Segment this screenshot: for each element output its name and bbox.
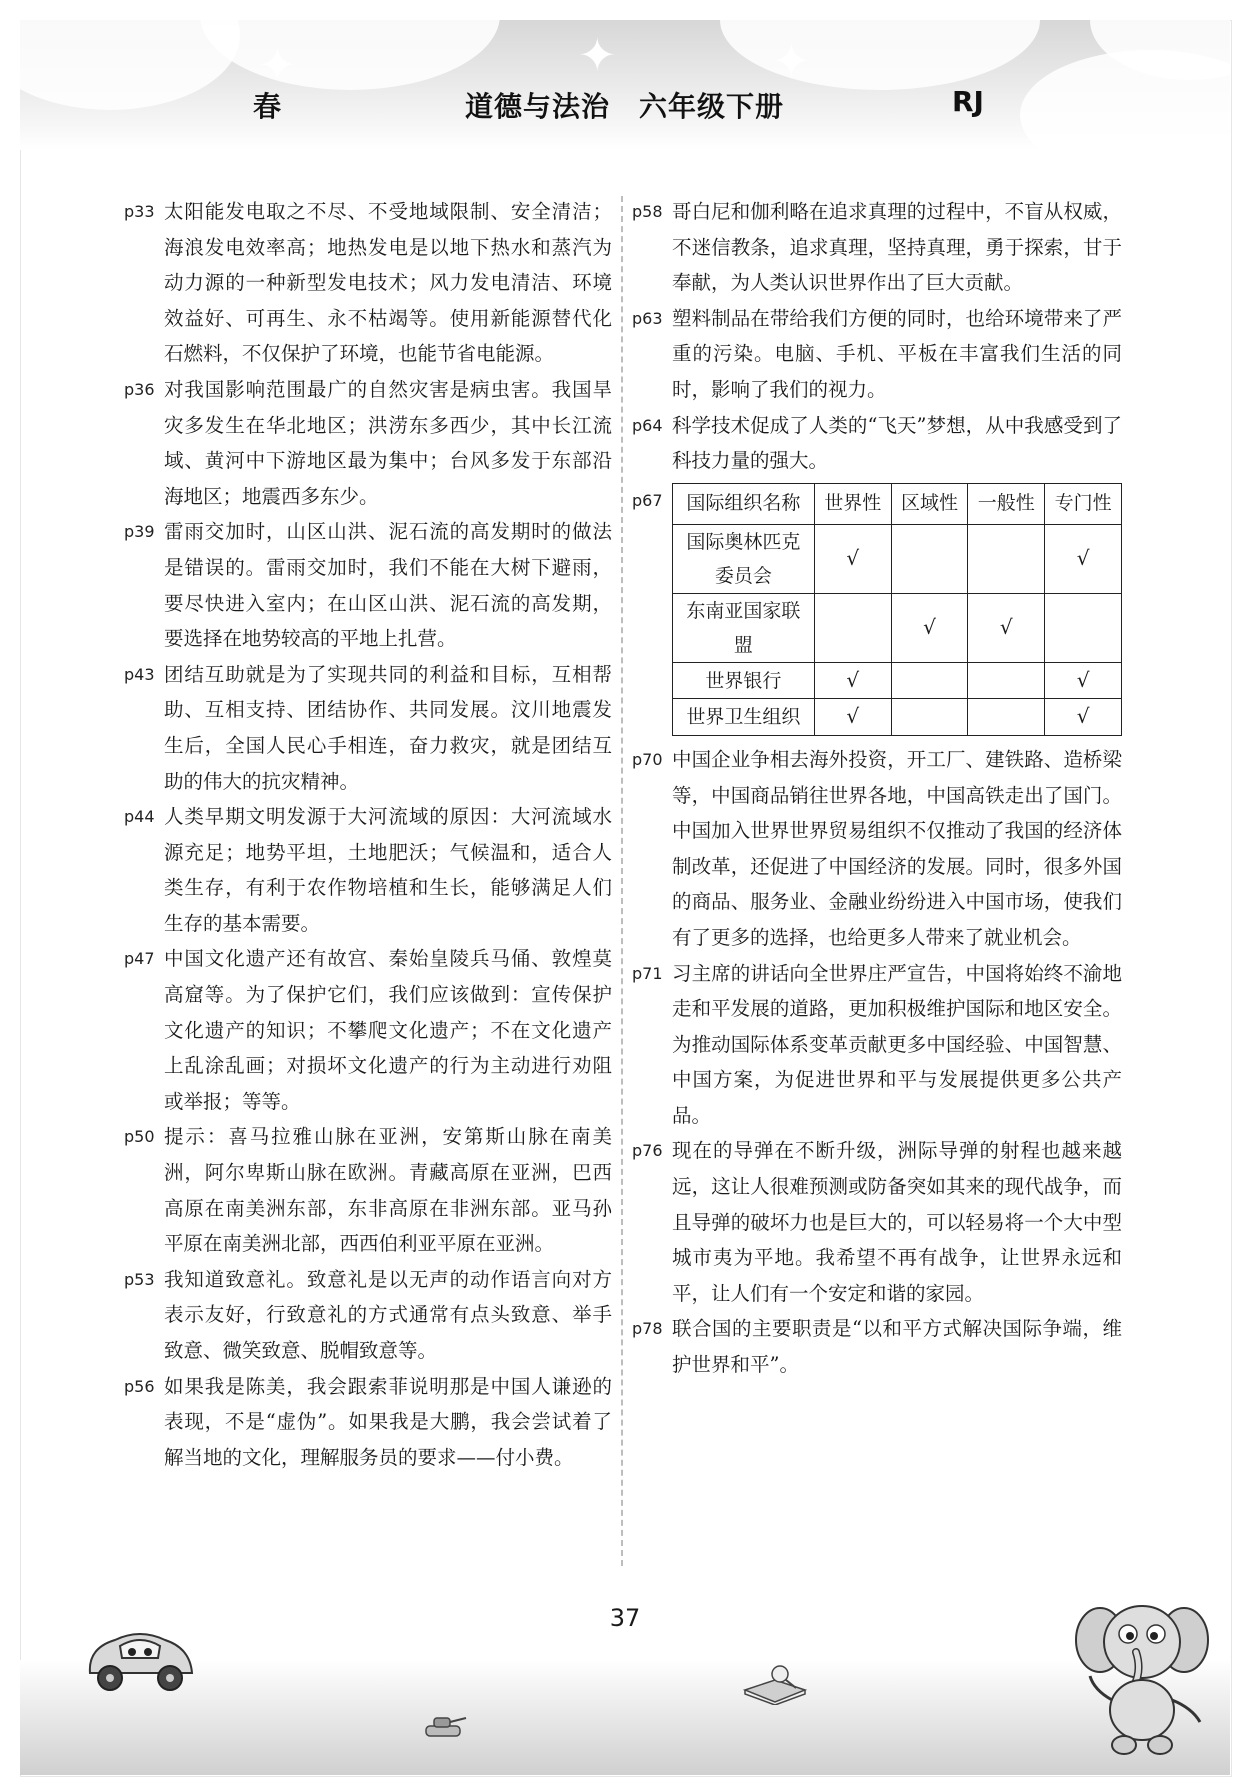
table-header-row bbox=[673, 483, 1122, 524]
table-cell: √ bbox=[814, 699, 891, 736]
answer-entry bbox=[124, 1369, 612, 1476]
answer-text: 人类早期文明发源于大河流域的原因：大河流域水源充足；地势平坦，土地肥沃；气候温和，适合人类生存，有利于农作物培植和生长，能够满足人们生存的基本需要。 bbox=[164, 805, 612, 935]
answer-entry bbox=[632, 301, 1122, 408]
page-ref: p56 bbox=[124, 1376, 155, 1396]
page-number: 37 bbox=[609, 1604, 641, 1632]
answer-entry bbox=[124, 372, 612, 514]
cloud-icon bbox=[200, 20, 500, 90]
answer-entry bbox=[632, 956, 1122, 1134]
answer-text: 提示：喜马拉雅山脉在亚洲，安第斯山脉在南美洲，阿尔卑斯山脉在欧洲。青藏高原在亚洲，巴西高原在南美洲东部，东非高原在非洲东部。亚马孙平原在南美洲北部，西西伯利亚平原在亚洲。 bbox=[164, 1125, 612, 1256]
page-ref: p39 bbox=[124, 522, 155, 542]
answer-entry bbox=[124, 657, 612, 799]
table-cell bbox=[891, 699, 968, 736]
answer-entry bbox=[124, 799, 612, 941]
answer-entry bbox=[632, 1311, 1122, 1382]
table-cell: √ bbox=[1045, 699, 1122, 736]
table-cell: √ bbox=[1045, 524, 1122, 593]
table-cell bbox=[1045, 593, 1122, 662]
table-row bbox=[673, 593, 1122, 662]
answer-entry bbox=[632, 1133, 1122, 1311]
table-header: 一般性 bbox=[968, 483, 1045, 524]
table-row bbox=[673, 524, 1122, 593]
table-cell bbox=[968, 699, 1045, 736]
table-row bbox=[673, 662, 1122, 699]
left-column bbox=[124, 194, 612, 1475]
table-cell-name: 东南亚国家联盟 bbox=[673, 593, 815, 662]
column-divider bbox=[621, 196, 623, 1566]
footer-band bbox=[20, 1660, 1230, 1775]
table-header: 世界性 bbox=[814, 483, 891, 524]
table-header: 区域性 bbox=[891, 483, 968, 524]
answer-entry-table bbox=[632, 483, 1122, 736]
page-ref: p64 bbox=[632, 415, 663, 435]
book-icon bbox=[740, 1660, 810, 1705]
page-ref: p71 bbox=[632, 963, 663, 983]
star-icon: ✦ bbox=[578, 28, 617, 82]
page-ref: p78 bbox=[632, 1319, 663, 1339]
elephant-cartoon-icon bbox=[1072, 1590, 1212, 1760]
answer-text: 联合国的主要职责是“以和平方式解决国际争端，维护世界和平”。 bbox=[672, 1317, 1122, 1377]
answer-entry bbox=[124, 1262, 612, 1369]
season-label: 春 bbox=[253, 90, 282, 123]
answer-entry bbox=[632, 408, 1122, 479]
car-cartoon-icon bbox=[80, 1618, 200, 1698]
page-ref: p53 bbox=[124, 1269, 155, 1289]
answer-text: 对我国影响范围最广的自然灾害是病虫害。我国旱灾多发生在华北地区；洪涝东多西少，其中长江流域、黄河中下游地区最为集中；台风多发于东部沿海地区；地震西多东少。 bbox=[164, 377, 612, 508]
table-cell: √ bbox=[814, 662, 891, 699]
page-ref: p47 bbox=[124, 949, 155, 969]
table-cell bbox=[891, 662, 968, 699]
answer-text: 习主席的讲话向全世界庄严宣告，中国将始终不渝地走和平发展的道路，更加积极维护国际和地区安全。为推动国际体系变革贡献更多中国经验、中国智慧、中国方案，为促进世界和平与发展提供更多公共产品。 bbox=[672, 961, 1122, 1127]
answer-text: 哥白尼和伽利略在追求真理的过程中，不盲从权威，不迷信教条，追求真理，坚持真理，勇于探索，甘于奉献，为人类认识世界作出了巨大贡献。 bbox=[672, 200, 1122, 295]
table-cell: √ bbox=[814, 524, 891, 593]
page-ref: p43 bbox=[124, 664, 155, 684]
table-cell bbox=[814, 593, 891, 662]
answer-text: 太阳能发电取之不尽、不受地域限制、安全清洁；海浪发电效率高；地热发电是以地下热水和蒸汽为动力源的一种新型发电技术；风力发电清洁、环境效益好、可再生、永不枯竭等。使用新能源替代化石燃料，不仅保护了环境，也能节省电能源。 bbox=[164, 200, 612, 366]
organization-table bbox=[672, 483, 1122, 736]
edition-label: RJ bbox=[952, 85, 984, 118]
table-cell bbox=[968, 524, 1045, 593]
right-column bbox=[632, 194, 1122, 1383]
answer-entry bbox=[124, 1119, 612, 1261]
table-cell bbox=[891, 524, 968, 593]
table-cell: √ bbox=[968, 593, 1045, 662]
answer-entry bbox=[124, 194, 612, 372]
star-icon: ✦ bbox=[772, 34, 811, 88]
page-ref: p44 bbox=[124, 807, 155, 827]
table-cell-name: 世界银行 bbox=[673, 662, 815, 699]
table-cell-name: 国际奥林匹克委员会 bbox=[673, 524, 815, 593]
page-ref: p76 bbox=[632, 1141, 663, 1161]
answer-entry bbox=[124, 941, 612, 1119]
answer-text: 中国企业争相去海外投资，开工厂、建铁路、造桥梁等，中国商品销往世界各地，中国高铁走出了国门。中国加入世界世界贸易组织不仅推动了我国的经济体制改革，还促进了中国经济的发展。同时，很多外国的商品、服务业、金融业纷纷进入中国市场，使我们有了更多的选择，也给更多人带来了就业机会。 bbox=[672, 747, 1122, 949]
page-ref: p58 bbox=[632, 202, 663, 221]
table-header: 专门性 bbox=[1045, 483, 1122, 524]
page-ref: p70 bbox=[632, 749, 663, 769]
book-title: 道德与法治 六年级下册 bbox=[465, 90, 785, 123]
cloud-icon bbox=[720, 20, 1040, 90]
answer-text: 团结互助就是为了实现共同的利益和目标，互相帮助、互相支持、团结协作、共同发展。汶川地震发生后，全国人民心手相连，奋力救灾，就是团结互助的伟大的抗灾精神。 bbox=[164, 662, 612, 793]
tank-icon bbox=[420, 1712, 470, 1742]
answer-text: 现在的导弹在不断升级，洲际导弹的射程也越来越远，这让人很难预测或防备突如其来的现代战争，而且导弹的破坏力也是巨大的，可以轻易将一个大中型城市夷为平地。我希望不再有战争，让世界永远和平，让人们有一个安定和谐的家园。 bbox=[672, 1139, 1122, 1305]
table-cell bbox=[968, 662, 1045, 699]
answer-text: 雷雨交加时，山区山洪、泥石流的高发期时的做法是错误的。雷雨交加时，我们不能在大树下避雨，要尽快进入室内；在山区山洪、泥石流的高发期，要选择在地势较高的平地上扎营。 bbox=[164, 520, 612, 651]
page-ref: p63 bbox=[632, 308, 663, 328]
table-cell-name: 世界卫生组织 bbox=[673, 699, 815, 736]
table-cell: √ bbox=[891, 593, 968, 662]
page-ref: p36 bbox=[124, 379, 155, 399]
table-header: 国际组织名称 bbox=[673, 483, 815, 524]
page-ref: p50 bbox=[124, 1127, 155, 1147]
page-ref: p33 bbox=[124, 202, 155, 221]
answer-text: 塑料制品在带给我们方便的同时，也给环境带来了严重的污染。电脑、手机、平板在丰富我们生活的同时，影响了我们的视力。 bbox=[672, 306, 1122, 401]
table-row bbox=[673, 699, 1122, 736]
answer-text: 科学技术促成了人类的“飞天”梦想，从中我感受到了科技力量的强大。 bbox=[672, 413, 1122, 473]
page-ref: p67 bbox=[632, 490, 663, 510]
answer-text: 如果我是陈美，我会跟索菲说明那是中国人谦逊的表现，不是“虚伪”。如果我是大鹏，我会尝试着了解当地的文化，理解服务员的要求——付小费。 bbox=[164, 1374, 612, 1469]
answer-entry bbox=[632, 742, 1122, 956]
answer-entry bbox=[632, 194, 1122, 301]
table-cell: √ bbox=[1045, 662, 1122, 699]
answer-text: 我知道致意礼。致意礼是以无声的动作语言向对方表示友好，行致意礼的方式通常有点头致意、举手致意、微笑致意、脱帽致意等。 bbox=[164, 1267, 612, 1362]
answer-text: 中国文化遗产还有故宫、秦始皇陵兵马俑、敦煌莫高窟等。为了保护它们，我们应该做到：宣传保护文化遗产的知识；不攀爬文化遗产；不在文化遗产上乱涂乱画；对损坏文化遗产的行为主动进行劝阻或举报；等等。 bbox=[164, 947, 612, 1113]
star-icon: ✦ bbox=[258, 38, 297, 92]
answer-entry bbox=[124, 514, 612, 656]
